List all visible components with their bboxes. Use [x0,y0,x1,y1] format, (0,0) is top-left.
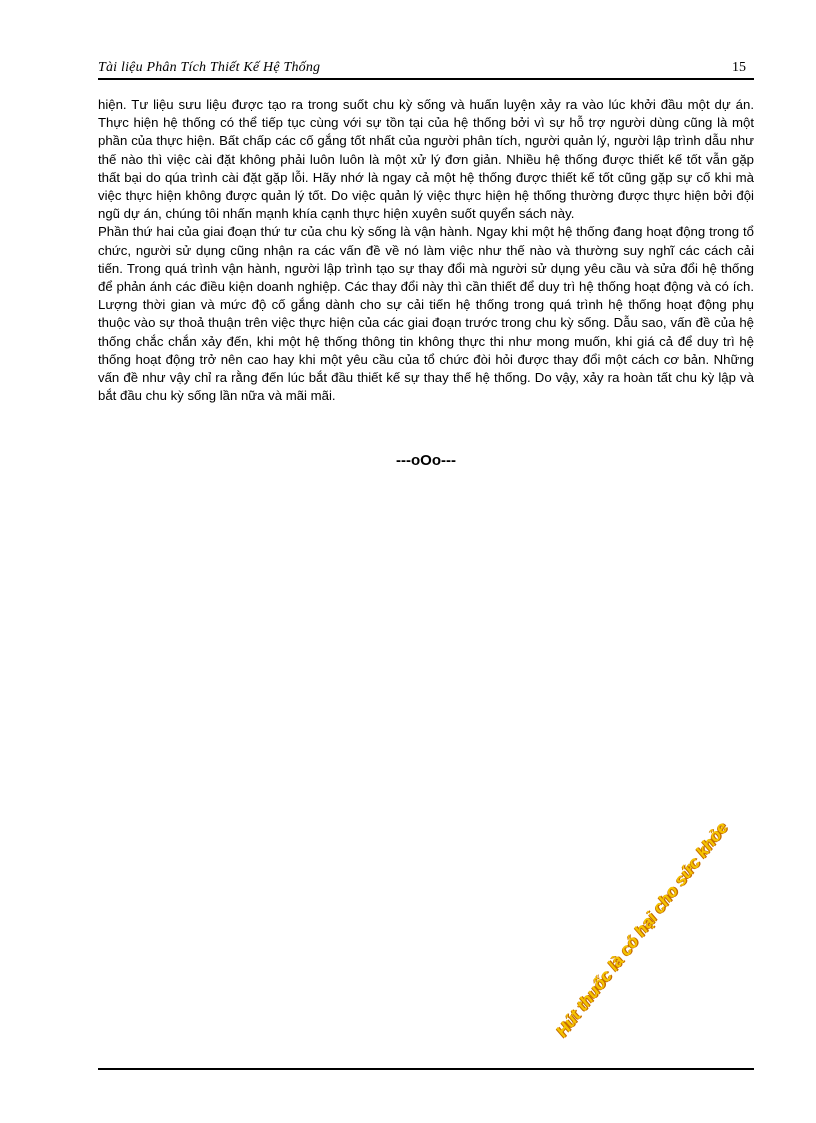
page-header [98,58,754,80]
footer-rule [98,1068,754,1070]
page-number: 15 [732,60,746,75]
header-title: Tài liệu Phân Tích Thiết Kế Hệ Thống [98,60,321,75]
paragraph: hiện. Tư liệu sưu liệu được tạo ra trong suốt chu kỳ sống và huấn luyện xảy ra vào lúc khởi đầu một dự án. Thực hiện hệ thống có thể tiếp tục cùng với sự tồn tại của hệ thống bởi vì sự hỗ trợ người dùng cũng là một phần của thực hiện. Bất chấp các cố gắng tốt nhất của người phân tích, người quản lý, người lập trình dẫu như thế nào thì việc cài đặt không phải luôn luôn là một xử lý đơn giản. Nhiều hệ thống được thiết kế tốt vẫn gặp thất bại do qúa trình cài đặt gặp lỗi. Hãy nhớ là ngay cả một hệ thống được thiết kế tốt cũng gặp sự cố khi mà việc thực hiện không được quản lý tốt. Do việc quản lý việc thực hiện hệ thống thường được thực hiện bởi đội ngũ dự án, chúng tôi nhấn mạnh khía cạnh thực hiện xuyên suốt quyển sách này. [98,97,754,222]
watermark-stamp: Hút thuốc là có hại cho sức khỏe [552,818,732,1041]
paragraph: Phần thứ hai của giai đoạn thứ tư của chu kỳ sống là vận hành. Ngay khi một hệ thống đang hoạt động trong tổ chức, người sử dụng cũng nhận ra các vấn đề về nó làm việc như thế nào và thường suy nghĩ các cách cải tiến. Trong quá trình vận hành, người lập trình tạo sự thay đổi mà người sử dụng yêu cầu và sửa đổi hệ thống để phản ánh các điều kiện doanh nghiệp. Các thay đổi này thì cần thiết để duy trì hệ thống hoạt động và có ích. Lượng thời gian và mức độ cố gắng dành cho sự cải tiến hệ thống trong quá trình hệ thống hoạt động phụ thuộc vào sự thoả thuận trên việc thực hiện của các giai đoạn trước trong chu kỳ sống. Dẫu sao, vấn đề của hệ thống chắc chắn xảy đến, khi một hệ thống thông tin không thực thi như mong muốn, khi giá cả để duy trì hệ thống hoạt động trở nên cao hay khi một yêu cầu của tổ chức đòi hỏi được thay đổi một cách cơ bản. Những vấn đề như vậy chỉ ra rằng đến lúc bắt đầu thiết kế sự thay thế hệ thống. Do vậy, xảy ra hoàn tất chu kỳ lập và bắt đầu chu kỳ sống lần nữa và mãi mãi. [98,224,754,404]
body-text [98,96,754,405]
section-separator: ---oOo--- [396,452,456,469]
